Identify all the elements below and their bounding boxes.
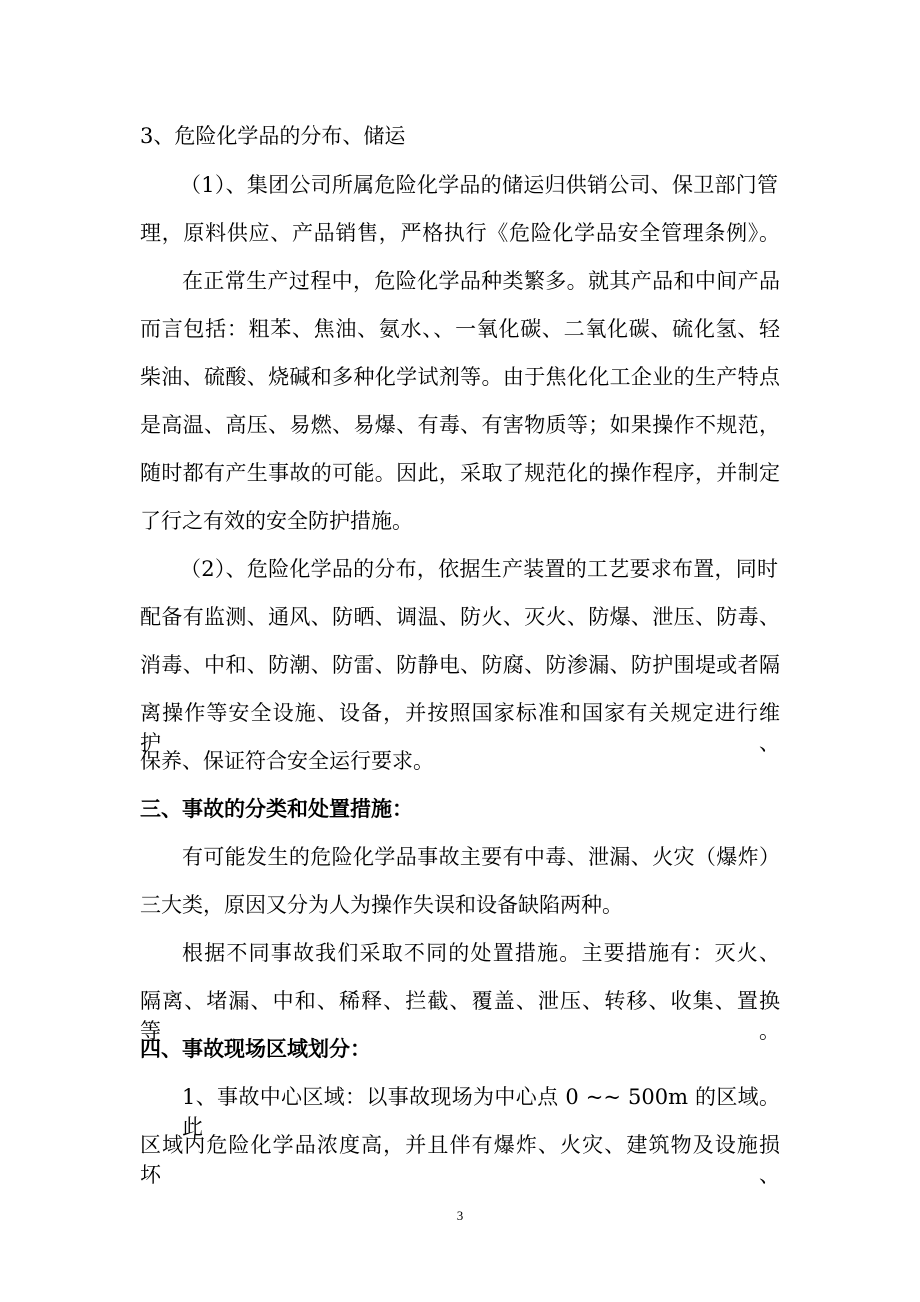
paragraph-2-line-5: 随时都有产生事故的可能。因此，采取了规范化的操作程序，并制定 [140, 461, 780, 485]
section-heading-3: 3、危险化学品的分布、储运 [140, 124, 406, 148]
page-number: 3 [456, 1208, 464, 1223]
paragraph-1-line-2: 理，原料供应、产品销售，严格执行《危险化学品安全管理条例》。 [140, 221, 780, 245]
paragraph-6-line-1: 1、事故中心区域：以事故现场为中心点 0 ~~ 500m 的区域。此 [182, 1085, 780, 1139]
paragraph-1-line-1: （1）、集团公司所属危险化学品的储运归供销公司、保卫部门管 [180, 173, 778, 197]
paragraph-3-line-3: 消毒、中和、防潮、防雷、防静电、防腐、防渗漏、防护围堤或者隔 [140, 653, 780, 677]
paragraph-3-line-1: （2）、危险化学品的分布，依据生产装置的工艺要求布置，同时 [180, 557, 778, 581]
paragraph-4-line-1: 有可能发生的危险化学品事故主要有中毒、泄漏、火灾（爆炸） [182, 845, 780, 869]
paragraph-3-line-5: 保养、保证符合安全运行要求。 [140, 749, 434, 773]
paragraph-6-line-2: 区域内危险化学品浓度高，并且伴有爆炸、火灾、建筑物及设施损坏、 [140, 1133, 780, 1187]
section-heading-zone-division: 四、事故现场区域划分： [140, 1036, 371, 1061]
paragraph-2-line-4: 是高温、高压、易燃、易爆、有毒、有害物质等；如果操作不规范， [140, 413, 780, 437]
paragraph-2-line-1: 在正常生产过程中，危险化学品种类繁多。就其产品和中间产品 [182, 269, 780, 293]
paragraph-2-line-3: 柴油、硫酸、烧碱和多种化学试剂等。由于焦化化工企业的生产特点 [140, 365, 780, 389]
section-heading-accident-classification: 三、事故的分类和处置措施： [140, 796, 413, 821]
paragraph-2-line-2: 而言包括：粗苯、焦油、氨水、、一氧化碳、二氧化碳、硫化氢、轻 [140, 317, 780, 341]
paragraph-3-line-4: 离操作等安全设施、设备，并按照国家标准和国家有关规定进行维护、 [140, 701, 780, 755]
paragraph-3-line-2: 配备有监测、通风、防晒、调温、防火、灭火、防爆、泄压、防毒、 [140, 605, 780, 629]
paragraph-5-line-1: 根据不同事故我们采取不同的处置措施。主要措施有：灭火、 [182, 941, 780, 965]
paragraph-2-line-6: 了行之有效的安全防护措施。 [140, 509, 413, 533]
paragraph-4-line-2: 三大类，原因又分为人为操作失误和设备缺陷两种。 [140, 893, 623, 917]
paragraph-5-line-2: 隔离、堵漏、中和、稀释、拦截、覆盖、泄压、转移、收集、置换等。 [140, 989, 780, 1043]
